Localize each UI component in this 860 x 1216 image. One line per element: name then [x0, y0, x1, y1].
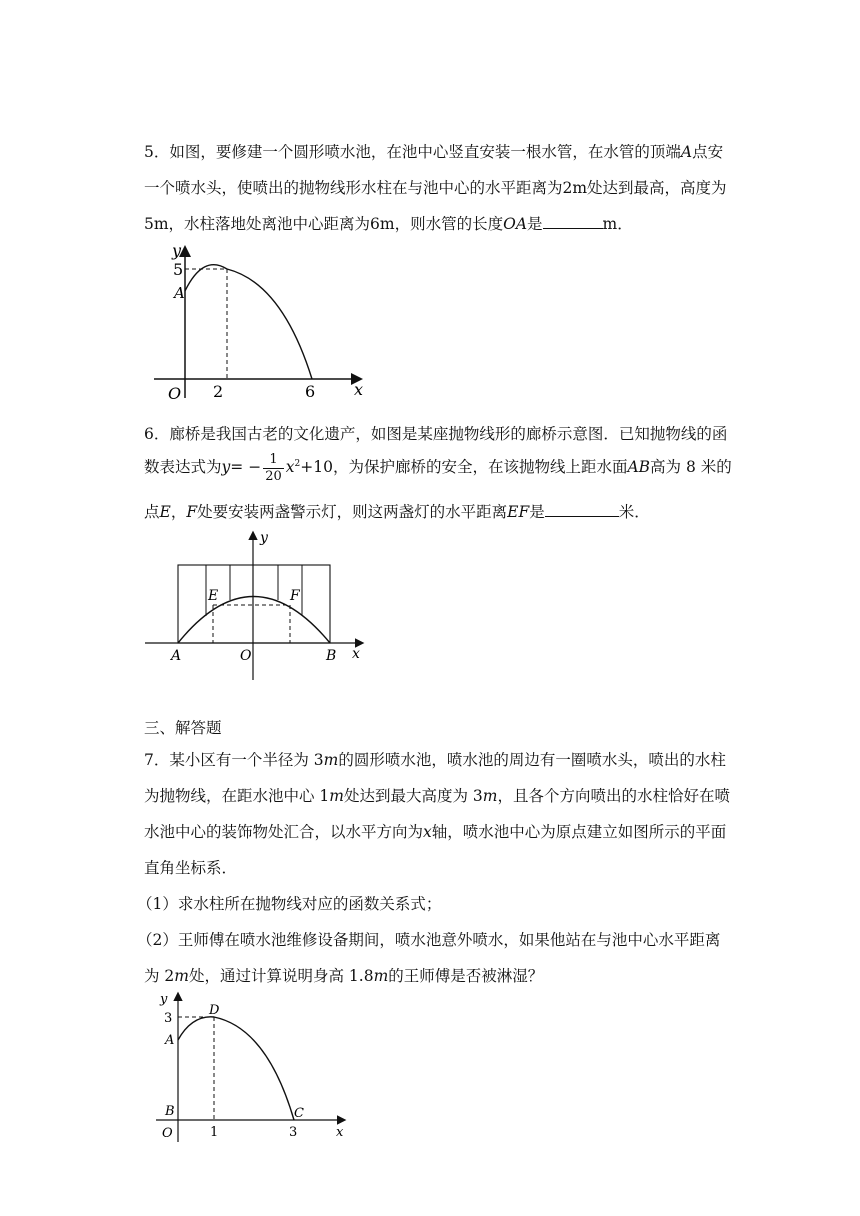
q6-text: 6．廊桥是我国古老的文化遗产，如图是某座抛物线形的廊桥示意图．已知抛物线的函 [144, 425, 728, 443]
q5-unit: m． [602, 215, 633, 233]
unit-m: m [174, 967, 189, 985]
equation-exponent: 2 [294, 458, 301, 469]
q7-line-1 [144, 748, 726, 770]
x-label: x [336, 1125, 344, 1140]
q7-text: 处，通过计算说明身高 1.8 [189, 967, 374, 985]
unit-m: m [329, 787, 344, 805]
label-1: 1 [210, 1125, 219, 1140]
answer-blank[interactable] [545, 501, 619, 518]
equation-y: y [221, 458, 231, 477]
q5-var-oa: OA [503, 215, 528, 233]
label-b: B [165, 1104, 175, 1119]
y-label: y [260, 530, 268, 546]
bridge-frame [178, 565, 330, 643]
q7-text: 的王师傅是否被淋湿？ [388, 967, 544, 985]
label-c: C [294, 1106, 304, 1121]
q7-line-4 [144, 856, 237, 878]
x-label: x [352, 646, 360, 662]
q7-figure [152, 990, 352, 1150]
equation-x: x [285, 458, 295, 477]
q6-line-3 [144, 500, 650, 522]
q5-text: 点安 [692, 143, 724, 161]
bridge-pillars [206, 565, 302, 616]
q7-text: 7．某小区有一个半径为 3 [144, 751, 324, 769]
dashed-guides [213, 605, 290, 643]
label-a: A [171, 648, 182, 664]
q6-var-ab: AB [627, 458, 651, 477]
unit-m: m [482, 787, 498, 805]
answer-blank[interactable] [543, 213, 603, 230]
label-f: F [290, 588, 300, 604]
label-o: O [162, 1126, 173, 1141]
q7-text: 水池中心的装饰物处汇合，以水平方向为 [144, 823, 424, 841]
q5-figure [148, 238, 373, 408]
label-2: 2 [213, 382, 224, 401]
q5-var-a: A [680, 143, 693, 161]
label-6: 6 [305, 382, 316, 401]
q7-text: （1）求水柱所在抛物线对应的函数关系式； [137, 895, 442, 913]
q6-line-1 [144, 422, 727, 444]
water-parabola [178, 1017, 294, 1120]
q6-text: 点 [144, 503, 160, 521]
var-x: x [423, 823, 432, 841]
q7-text: ，且各个方向喷出的水柱恰好在喷 [497, 787, 731, 805]
q6-text: 处要安装两盏警示灯，则这两盏灯的水平距离 [197, 503, 508, 521]
q7-line-2 [144, 784, 730, 806]
q5-text: 是 [527, 215, 543, 233]
q7-text: 为 2 [144, 967, 175, 985]
unit-m: m [373, 967, 389, 985]
q7-text: （2）王师傅在喷水池维修设备期间，喷水池意外喷水，如果他站在与池中心水平距离 [137, 931, 721, 949]
q6-var-f: F [186, 503, 198, 521]
q7-text: 直角坐标系． [144, 859, 238, 877]
q7-line-3 [144, 820, 726, 842]
label-5: 5 [173, 260, 184, 279]
q7-text: 轴，喷水池中心为原点建立如图所示的平面 [431, 823, 727, 841]
q7-text: 处达到最大高度为 3 [344, 787, 483, 805]
q5-text: 5．如图，要修建一个圆形喷水池，在池中心竖直安装一根水管，在水管的顶端 [144, 143, 681, 161]
q6-text: ， [170, 503, 187, 521]
label-o: O [240, 648, 252, 664]
q6-unit: 米． [618, 503, 650, 521]
label-b: B [326, 648, 337, 664]
q6-text: 高为 8 米的 [650, 458, 732, 477]
q6-text: ，为保护廊桥的安全，在该抛物线上距水面 [332, 458, 628, 477]
label-a: A [174, 284, 185, 302]
label-d: D [209, 1003, 220, 1018]
q5-text: 一个喷水头，使喷出的抛物线形水柱在与池中心的水平距离为2m处达到最高，高度为 [144, 179, 727, 197]
label-3-y: 3 [164, 1011, 173, 1026]
parabola [185, 265, 312, 379]
q5-line-1 [144, 140, 723, 162]
q7-text: 为抛物线，在距水池中心 1 [144, 787, 330, 805]
fraction-denominator: 20 [265, 468, 282, 484]
label-e: E [208, 588, 219, 604]
q7-part-2 [137, 928, 720, 950]
q6-line-2 [144, 452, 732, 484]
q6-text: 是 [529, 503, 545, 521]
y-label: y [160, 992, 168, 1007]
equation-constant: +10 [300, 458, 333, 477]
equation-sign: = − [230, 458, 262, 477]
section-heading [144, 716, 222, 738]
bridge-arch [178, 597, 330, 644]
fraction-numerator: 1 [263, 452, 284, 469]
y-label: y [172, 241, 182, 260]
q7-part-2-cont [144, 964, 543, 986]
q6-var-e: E [159, 503, 171, 521]
q6-figure [140, 530, 370, 682]
label-a: A [165, 1033, 175, 1048]
q5-text: 5m，水柱落地处离池中心距离为6m，则水管的长度 [144, 215, 504, 233]
equation-fraction [263, 452, 284, 484]
unit-m: m [323, 751, 339, 769]
section-title: 三、解答题 [144, 719, 222, 737]
x-label: x [354, 380, 364, 399]
label-o: O [168, 384, 182, 403]
q5-line-2 [144, 176, 727, 198]
q7-text: 的圆形喷水池，喷水池的周边有一圈喷水头，喷出的水柱 [338, 751, 726, 769]
q6-text: 数表达式为 [144, 458, 222, 477]
q5-line-3 [144, 212, 633, 234]
label-3-x: 3 [289, 1125, 298, 1140]
q6-var-ef: EF [507, 503, 530, 521]
q7-part-1 [137, 892, 441, 914]
